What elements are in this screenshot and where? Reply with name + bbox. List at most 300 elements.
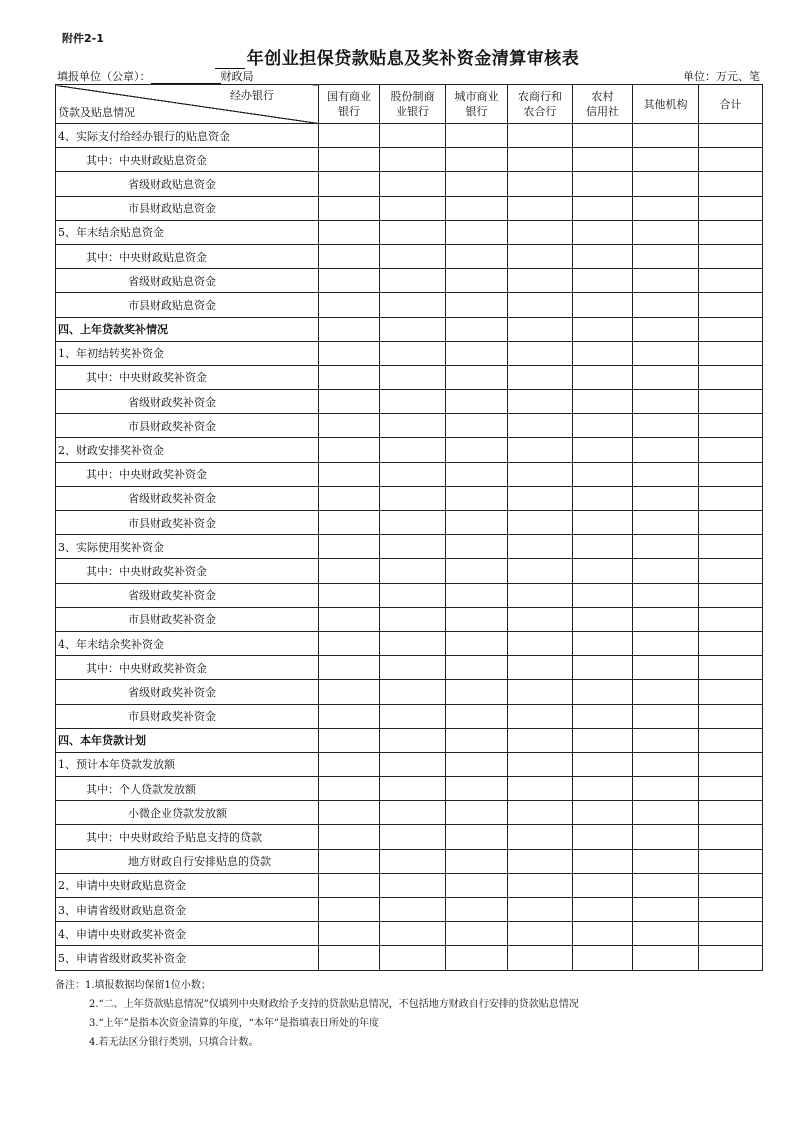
data-cell[interactable] bbox=[446, 365, 508, 389]
column-header bbox=[446, 85, 508, 124]
data-cell[interactable] bbox=[573, 365, 633, 389]
data-cell[interactable] bbox=[319, 124, 380, 148]
data-cell[interactable] bbox=[633, 898, 699, 922]
data-cell[interactable] bbox=[319, 704, 380, 728]
data-cell[interactable] bbox=[633, 656, 699, 680]
data-cell[interactable] bbox=[508, 777, 573, 801]
data-cell[interactable] bbox=[319, 583, 380, 607]
data-cell[interactable] bbox=[573, 220, 633, 244]
data-cell[interactable] bbox=[319, 172, 380, 196]
row-label: 市县财政贴息资金 bbox=[56, 196, 319, 220]
data-cell[interactable] bbox=[508, 414, 573, 438]
data-cell[interactable] bbox=[699, 438, 763, 462]
attachment-label: 附件2-1 bbox=[62, 32, 104, 45]
column-header bbox=[699, 85, 763, 124]
data-cell[interactable] bbox=[508, 873, 573, 897]
data-cell[interactable] bbox=[446, 704, 508, 728]
data-cell[interactable] bbox=[699, 583, 763, 607]
data-cell[interactable] bbox=[380, 801, 446, 825]
data-cell[interactable] bbox=[319, 559, 380, 583]
data-cell[interactable] bbox=[573, 656, 633, 680]
row-label: 市县财政奖补资金 bbox=[56, 607, 319, 631]
column-header-line: 银行 bbox=[465, 105, 488, 118]
data-cell[interactable] bbox=[319, 946, 380, 970]
table-row bbox=[56, 607, 763, 631]
data-cell[interactable] bbox=[573, 317, 633, 341]
data-cell[interactable] bbox=[508, 293, 573, 317]
table-row bbox=[56, 365, 763, 389]
data-cell[interactable] bbox=[446, 656, 508, 680]
data-cell[interactable] bbox=[319, 631, 380, 655]
data-cell[interactable] bbox=[508, 559, 573, 583]
data-cell[interactable] bbox=[633, 922, 699, 946]
data-cell[interactable] bbox=[319, 607, 380, 631]
data-cell[interactable] bbox=[446, 607, 508, 631]
data-cell[interactable] bbox=[508, 196, 573, 220]
data-cell[interactable] bbox=[573, 873, 633, 897]
data-cell[interactable] bbox=[319, 752, 380, 776]
data-cell[interactable] bbox=[633, 438, 699, 462]
table-row bbox=[56, 269, 763, 293]
data-cell[interactable] bbox=[446, 922, 508, 946]
data-cell[interactable] bbox=[573, 946, 633, 970]
column-header bbox=[380, 85, 446, 124]
column-header bbox=[508, 85, 573, 124]
corner-cell bbox=[56, 85, 319, 124]
data-cell[interactable] bbox=[573, 293, 633, 317]
row-label: 1、年初结转奖补资金 bbox=[56, 341, 319, 365]
data-cell[interactable] bbox=[319, 462, 380, 486]
data-cell[interactable] bbox=[446, 196, 508, 220]
data-cell[interactable] bbox=[508, 438, 573, 462]
data-cell[interactable] bbox=[446, 946, 508, 970]
data-cell[interactable] bbox=[633, 486, 699, 510]
data-cell[interactable] bbox=[573, 801, 633, 825]
data-cell[interactable] bbox=[446, 511, 508, 535]
data-cell[interactable] bbox=[319, 341, 380, 365]
data-cell[interactable] bbox=[633, 414, 699, 438]
data-cell[interactable] bbox=[319, 244, 380, 268]
table-row bbox=[56, 583, 763, 607]
data-cell[interactable] bbox=[319, 438, 380, 462]
data-cell[interactable] bbox=[633, 631, 699, 655]
data-cell[interactable] bbox=[319, 656, 380, 680]
data-cell[interactable] bbox=[633, 704, 699, 728]
data-cell[interactable] bbox=[633, 801, 699, 825]
row-label: 其中：中央财政奖补资金 bbox=[56, 462, 319, 486]
data-cell[interactable] bbox=[573, 704, 633, 728]
year-blank[interactable] bbox=[215, 52, 245, 69]
data-cell[interactable] bbox=[508, 535, 573, 559]
data-cell[interactable] bbox=[633, 873, 699, 897]
data-cell[interactable] bbox=[508, 825, 573, 849]
data-cell[interactable] bbox=[508, 752, 573, 776]
data-cell[interactable] bbox=[319, 269, 380, 293]
data-cell[interactable] bbox=[508, 849, 573, 873]
data-cell[interactable] bbox=[699, 631, 763, 655]
data-cell[interactable] bbox=[319, 293, 380, 317]
data-cell[interactable] bbox=[508, 680, 573, 704]
data-cell[interactable] bbox=[573, 196, 633, 220]
data-cell[interactable] bbox=[699, 196, 763, 220]
data-cell[interactable] bbox=[633, 172, 699, 196]
data-cell[interactable] bbox=[699, 341, 763, 365]
data-cell[interactable] bbox=[446, 220, 508, 244]
data-cell[interactable] bbox=[508, 269, 573, 293]
data-cell[interactable] bbox=[380, 244, 446, 268]
data-cell[interactable] bbox=[508, 898, 573, 922]
data-cell[interactable] bbox=[380, 583, 446, 607]
data-cell[interactable] bbox=[573, 390, 633, 414]
data-cell[interactable] bbox=[319, 873, 380, 897]
data-cell[interactable] bbox=[446, 873, 508, 897]
data-cell[interactable] bbox=[508, 583, 573, 607]
data-cell[interactable] bbox=[508, 124, 573, 148]
data-cell[interactable] bbox=[573, 172, 633, 196]
data-cell[interactable] bbox=[699, 365, 763, 389]
data-cell[interactable] bbox=[633, 317, 699, 341]
data-cell[interactable] bbox=[319, 196, 380, 220]
row-label: 3、申请省级财政贴息资金 bbox=[56, 898, 319, 922]
data-cell[interactable] bbox=[380, 293, 446, 317]
data-cell[interactable] bbox=[633, 124, 699, 148]
data-cell[interactable] bbox=[699, 317, 763, 341]
table-row bbox=[56, 631, 763, 655]
data-cell[interactable] bbox=[633, 220, 699, 244]
data-cell[interactable] bbox=[380, 704, 446, 728]
data-cell[interactable] bbox=[319, 365, 380, 389]
data-cell[interactable] bbox=[573, 825, 633, 849]
data-cell[interactable] bbox=[633, 752, 699, 776]
data-cell[interactable] bbox=[633, 269, 699, 293]
data-cell[interactable] bbox=[573, 438, 633, 462]
data-cell[interactable] bbox=[508, 220, 573, 244]
data-cell[interactable] bbox=[380, 220, 446, 244]
data-cell[interactable] bbox=[699, 898, 763, 922]
data-cell[interactable] bbox=[319, 390, 380, 414]
unit-label: 单位：万元、笔 bbox=[683, 70, 760, 83]
row-label: 市县财政奖补资金 bbox=[56, 414, 319, 438]
corner-top-label: 经办银行 bbox=[230, 89, 274, 102]
data-cell[interactable] bbox=[699, 656, 763, 680]
row-label: 省级财政贴息资金 bbox=[56, 269, 319, 293]
data-cell[interactable] bbox=[633, 559, 699, 583]
data-cell[interactable] bbox=[319, 777, 380, 801]
data-cell[interactable] bbox=[573, 849, 633, 873]
table-row bbox=[56, 656, 763, 680]
table-body bbox=[56, 124, 763, 971]
data-cell[interactable] bbox=[380, 511, 446, 535]
data-cell[interactable] bbox=[446, 559, 508, 583]
data-cell[interactable] bbox=[319, 825, 380, 849]
table-row bbox=[56, 873, 763, 897]
row-label: 3、实际使用奖补资金 bbox=[56, 535, 319, 559]
data-cell[interactable] bbox=[380, 825, 446, 849]
data-cell[interactable] bbox=[633, 607, 699, 631]
data-cell[interactable] bbox=[633, 849, 699, 873]
table-row bbox=[56, 777, 763, 801]
row-label: 1、预计本年贷款发放额 bbox=[56, 752, 319, 776]
data-cell[interactable] bbox=[508, 728, 573, 752]
data-cell[interactable] bbox=[508, 656, 573, 680]
data-cell[interactable] bbox=[380, 777, 446, 801]
data-cell[interactable] bbox=[633, 390, 699, 414]
data-cell[interactable] bbox=[633, 196, 699, 220]
data-cell[interactable] bbox=[446, 898, 508, 922]
column-header-line: 其他机构 bbox=[643, 97, 688, 111]
data-cell[interactable] bbox=[446, 462, 508, 486]
data-cell[interactable] bbox=[699, 607, 763, 631]
data-cell[interactable] bbox=[699, 559, 763, 583]
data-cell[interactable] bbox=[508, 486, 573, 510]
data-cell[interactable] bbox=[508, 390, 573, 414]
data-cell[interactable] bbox=[633, 511, 699, 535]
data-cell[interactable] bbox=[699, 220, 763, 244]
data-cell[interactable] bbox=[446, 631, 508, 655]
data-cell[interactable] bbox=[446, 825, 508, 849]
data-cell[interactable] bbox=[446, 124, 508, 148]
data-cell[interactable] bbox=[573, 414, 633, 438]
row-label: 省级财政贴息资金 bbox=[56, 172, 319, 196]
data-cell[interactable] bbox=[446, 777, 508, 801]
data-cell[interactable] bbox=[573, 511, 633, 535]
table-row bbox=[56, 124, 763, 148]
data-cell[interactable] bbox=[319, 849, 380, 873]
data-cell[interactable] bbox=[319, 511, 380, 535]
data-cell[interactable] bbox=[319, 317, 380, 341]
column-header-line: 信用社 bbox=[586, 105, 619, 118]
data-cell[interactable] bbox=[446, 148, 508, 172]
filler-blank[interactable] bbox=[151, 73, 221, 84]
data-cell[interactable] bbox=[573, 462, 633, 486]
table-row bbox=[56, 559, 763, 583]
data-cell[interactable] bbox=[380, 390, 446, 414]
table-row bbox=[56, 849, 763, 873]
data-cell[interactable] bbox=[699, 704, 763, 728]
table-row bbox=[56, 293, 763, 317]
data-cell[interactable] bbox=[699, 244, 763, 268]
data-cell[interactable] bbox=[508, 365, 573, 389]
data-cell[interactable] bbox=[446, 801, 508, 825]
data-cell[interactable] bbox=[633, 946, 699, 970]
data-cell[interactable] bbox=[380, 849, 446, 873]
data-cell[interactable] bbox=[380, 486, 446, 510]
data-cell[interactable] bbox=[380, 365, 446, 389]
data-cell[interactable] bbox=[508, 317, 573, 341]
note-line: 2.“二、上年贷款贴息情况”仅填列中央财政给予支持的贷款贴息情况，不包括地方财政自行安排的贷款贴息情况 bbox=[89, 999, 579, 1010]
data-cell[interactable] bbox=[319, 801, 380, 825]
data-cell[interactable] bbox=[446, 293, 508, 317]
data-cell[interactable] bbox=[573, 559, 633, 583]
data-cell[interactable] bbox=[573, 922, 633, 946]
data-cell[interactable] bbox=[573, 752, 633, 776]
data-cell[interactable] bbox=[380, 898, 446, 922]
data-cell[interactable] bbox=[319, 486, 380, 510]
data-cell[interactable] bbox=[633, 728, 699, 752]
data-cell[interactable] bbox=[699, 511, 763, 535]
data-cell[interactable] bbox=[446, 269, 508, 293]
data-cell[interactable] bbox=[446, 414, 508, 438]
row-label: 其中：中央财政贴息资金 bbox=[56, 148, 319, 172]
row-label: 四、本年贷款计划 bbox=[56, 728, 319, 752]
data-cell[interactable] bbox=[573, 728, 633, 752]
data-cell[interactable] bbox=[380, 438, 446, 462]
data-cell[interactable] bbox=[380, 728, 446, 752]
data-cell[interactable] bbox=[319, 220, 380, 244]
data-cell[interactable] bbox=[573, 486, 633, 510]
data-cell[interactable] bbox=[508, 607, 573, 631]
data-cell[interactable] bbox=[699, 777, 763, 801]
data-cell[interactable] bbox=[699, 172, 763, 196]
data-cell[interactable] bbox=[573, 269, 633, 293]
data-cell[interactable] bbox=[446, 849, 508, 873]
column-header-line: 城市商业 bbox=[454, 90, 499, 103]
data-cell[interactable] bbox=[319, 898, 380, 922]
data-cell[interactable] bbox=[446, 680, 508, 704]
data-cell[interactable] bbox=[380, 631, 446, 655]
data-cell[interactable] bbox=[380, 922, 446, 946]
column-header bbox=[573, 85, 633, 124]
data-cell[interactable] bbox=[699, 390, 763, 414]
table-row bbox=[56, 752, 763, 776]
data-cell[interactable] bbox=[380, 873, 446, 897]
table-row bbox=[56, 486, 763, 510]
data-cell[interactable] bbox=[319, 922, 380, 946]
data-cell[interactable] bbox=[699, 124, 763, 148]
data-cell[interactable] bbox=[446, 438, 508, 462]
data-cell[interactable] bbox=[573, 244, 633, 268]
data-cell[interactable] bbox=[573, 148, 633, 172]
data-cell[interactable] bbox=[508, 172, 573, 196]
data-cell[interactable] bbox=[508, 244, 573, 268]
data-cell[interactable] bbox=[380, 172, 446, 196]
data-cell[interactable] bbox=[380, 124, 446, 148]
data-cell[interactable] bbox=[699, 728, 763, 752]
data-cell[interactable] bbox=[633, 777, 699, 801]
data-cell[interactable] bbox=[508, 946, 573, 970]
data-cell[interactable] bbox=[573, 607, 633, 631]
column-header-line: 农商行和 bbox=[518, 90, 562, 103]
filler-label: 填报单位（公章）： bbox=[57, 70, 151, 83]
data-cell[interactable] bbox=[699, 148, 763, 172]
data-cell[interactable] bbox=[699, 535, 763, 559]
data-cell[interactable] bbox=[573, 631, 633, 655]
data-cell[interactable] bbox=[380, 680, 446, 704]
data-cell[interactable] bbox=[573, 680, 633, 704]
data-cell[interactable] bbox=[573, 583, 633, 607]
data-cell[interactable] bbox=[699, 946, 763, 970]
data-cell[interactable] bbox=[319, 728, 380, 752]
data-cell[interactable] bbox=[446, 244, 508, 268]
data-cell[interactable] bbox=[380, 196, 446, 220]
row-label: 省级财政奖补资金 bbox=[56, 583, 319, 607]
row-label: 地方财政自行安排贴息的贷款 bbox=[56, 849, 319, 873]
data-cell[interactable] bbox=[508, 801, 573, 825]
data-cell[interactable] bbox=[508, 511, 573, 535]
data-cell[interactable] bbox=[699, 873, 763, 897]
data-cell[interactable] bbox=[699, 414, 763, 438]
data-cell[interactable] bbox=[633, 583, 699, 607]
data-cell[interactable] bbox=[573, 898, 633, 922]
data-cell[interactable] bbox=[380, 656, 446, 680]
row-label: 2、财政安排奖补资金 bbox=[56, 438, 319, 462]
data-cell[interactable] bbox=[380, 148, 446, 172]
table-row bbox=[56, 511, 763, 535]
data-cell[interactable] bbox=[573, 341, 633, 365]
data-cell[interactable] bbox=[633, 535, 699, 559]
data-cell[interactable] bbox=[446, 728, 508, 752]
data-cell[interactable] bbox=[633, 825, 699, 849]
data-cell[interactable] bbox=[699, 801, 763, 825]
data-cell[interactable] bbox=[699, 486, 763, 510]
data-cell[interactable] bbox=[380, 317, 446, 341]
data-cell[interactable] bbox=[508, 341, 573, 365]
column-header-line: 国有商业 bbox=[327, 90, 371, 103]
data-cell[interactable] bbox=[508, 631, 573, 655]
data-cell[interactable] bbox=[573, 124, 633, 148]
data-cell[interactable] bbox=[380, 535, 446, 559]
data-cell[interactable] bbox=[446, 583, 508, 607]
data-cell[interactable] bbox=[319, 535, 380, 559]
data-cell[interactable] bbox=[380, 946, 446, 970]
data-cell[interactable] bbox=[699, 293, 763, 317]
data-cell[interactable] bbox=[573, 777, 633, 801]
data-cell[interactable] bbox=[446, 752, 508, 776]
data-cell[interactable] bbox=[508, 922, 573, 946]
data-cell[interactable] bbox=[380, 607, 446, 631]
data-cell[interactable] bbox=[633, 244, 699, 268]
data-cell[interactable] bbox=[446, 317, 508, 341]
data-cell[interactable] bbox=[573, 535, 633, 559]
data-cell[interactable] bbox=[508, 148, 573, 172]
table-row bbox=[56, 220, 763, 244]
data-cell[interactable] bbox=[446, 535, 508, 559]
data-cell[interactable] bbox=[380, 414, 446, 438]
data-cell[interactable] bbox=[633, 680, 699, 704]
data-cell[interactable] bbox=[633, 462, 699, 486]
note-line: 3.“上年”是指本次资金清算的年度，“本年”是指填表日所处的年度 bbox=[89, 1018, 379, 1029]
data-cell[interactable] bbox=[633, 365, 699, 389]
data-cell[interactable] bbox=[699, 462, 763, 486]
data-cell[interactable] bbox=[380, 752, 446, 776]
data-cell[interactable] bbox=[633, 148, 699, 172]
data-cell[interactable] bbox=[699, 269, 763, 293]
data-cell[interactable] bbox=[380, 559, 446, 583]
note-line: 备注：1.填报数据均保留1位小数； bbox=[55, 980, 211, 991]
data-cell[interactable] bbox=[633, 341, 699, 365]
data-cell[interactable] bbox=[380, 269, 446, 293]
data-cell[interactable] bbox=[446, 341, 508, 365]
data-cell[interactable] bbox=[446, 486, 508, 510]
data-cell[interactable] bbox=[380, 462, 446, 486]
data-cell[interactable] bbox=[319, 414, 380, 438]
data-cell[interactable] bbox=[633, 293, 699, 317]
data-cell[interactable] bbox=[319, 680, 380, 704]
data-cell[interactable] bbox=[699, 825, 763, 849]
data-cell[interactable] bbox=[380, 341, 446, 365]
data-cell[interactable] bbox=[446, 172, 508, 196]
data-cell[interactable] bbox=[508, 704, 573, 728]
data-cell[interactable] bbox=[699, 849, 763, 873]
table-row bbox=[56, 172, 763, 196]
data-cell[interactable] bbox=[699, 680, 763, 704]
data-cell[interactable] bbox=[508, 462, 573, 486]
data-cell[interactable] bbox=[319, 148, 380, 172]
data-cell[interactable] bbox=[699, 922, 763, 946]
row-label: 省级财政奖补资金 bbox=[56, 486, 319, 510]
data-cell[interactable] bbox=[446, 390, 508, 414]
data-cell[interactable] bbox=[699, 752, 763, 776]
